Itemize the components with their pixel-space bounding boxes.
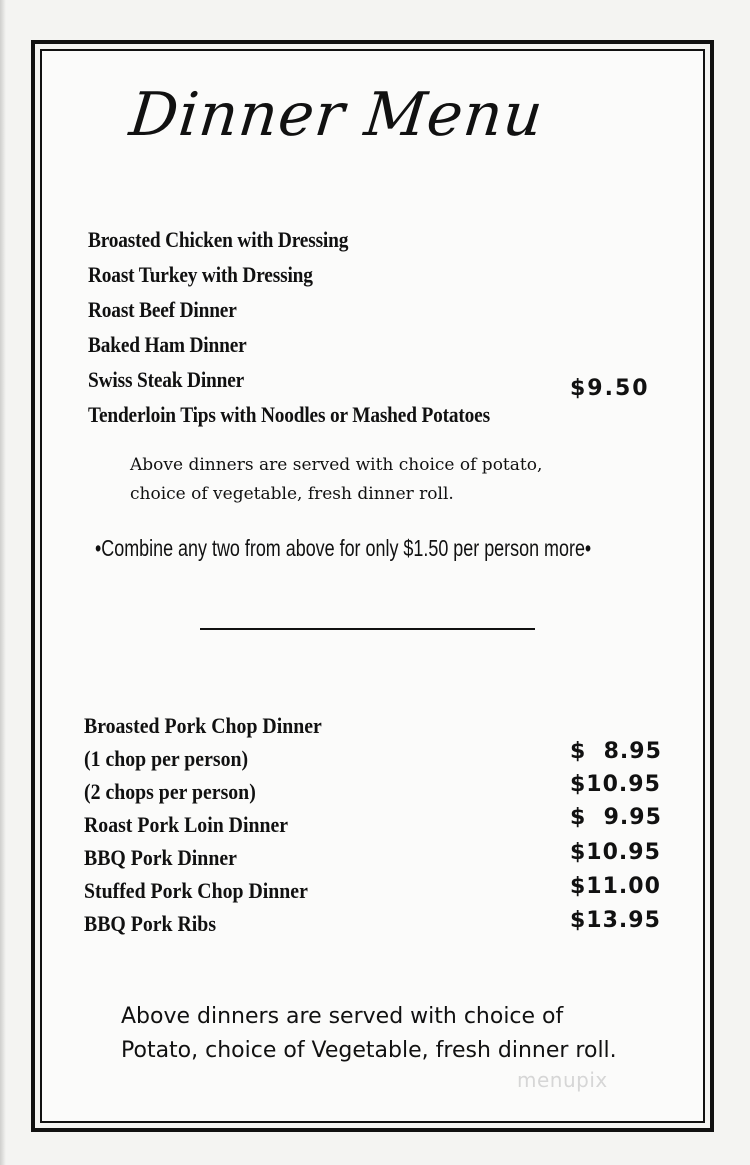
menu-item: Roast Turkey with Dressing — [88, 262, 313, 287]
menu-item: BBQ Pork Dinner — [84, 845, 237, 870]
combine-offer: •Combine any two from above for only $1.50 per person more• — [95, 535, 592, 561]
section2-note-line: Above dinners are served with choice of — [121, 1004, 564, 1029]
item-price: $ 8.95 — [570, 739, 662, 764]
item-price: $13.95 — [570, 908, 661, 933]
menu-item: Roast Pork Loin Dinner — [84, 812, 289, 837]
item-price: $ 9.95 — [570, 805, 662, 830]
item-price: $11.00 — [570, 874, 661, 899]
menu-item: Tenderloin Tips with Noodles or Mashed Potatoes — [88, 402, 490, 427]
section-divider — [200, 628, 535, 630]
item-price: $10.95 — [570, 772, 661, 797]
section2-note-line: Potato, choice of Vegetable, fresh dinner roll. — [121, 1038, 617, 1063]
menu-item: Swiss Steak Dinner — [88, 367, 245, 392]
menu-item: (1 chop per person) — [84, 746, 249, 771]
page-edge — [0, 0, 6, 1165]
menu-border-inner — [40, 49, 705, 1123]
section2-note — [121, 1000, 681, 1068]
menu-item: (2 chops per person) — [84, 779, 256, 804]
menu-title: Dinner Menu — [126, 80, 547, 150]
watermark: menupix — [517, 1068, 608, 1092]
menu-item: Baked Ham Dinner — [88, 332, 247, 357]
menu-item: Broasted Chicken with Dressing — [88, 227, 349, 252]
item-price: $10.95 — [570, 840, 661, 865]
section1-note-line: Above dinners are served with choice of potato, — [130, 455, 543, 475]
menu-item: Stuffed Pork Chop Dinner — [84, 878, 308, 903]
section1-note-line: choice of vegetable, fresh dinner roll. — [130, 484, 454, 504]
menu-item: Roast Beef Dinner — [88, 297, 237, 322]
menu-item: BBQ Pork Ribs — [84, 911, 217, 936]
section1-note — [130, 451, 650, 509]
menu-item: Broasted Pork Chop Dinner — [84, 713, 322, 738]
section1-price: $9.50 — [570, 376, 650, 401]
